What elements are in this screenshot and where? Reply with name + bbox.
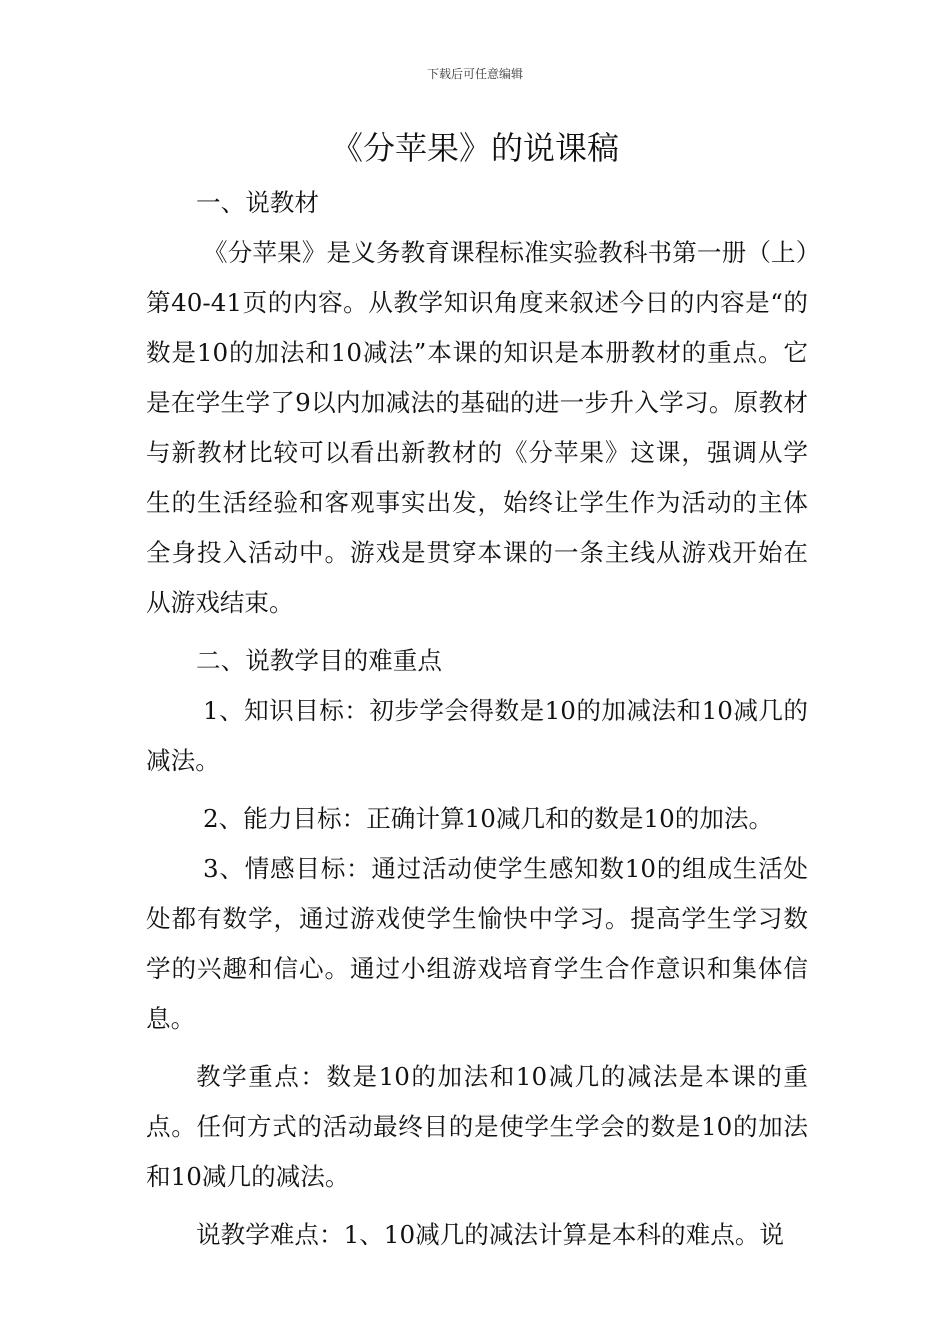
paragraph-textbook: 《分苹果》是义务教育课程标准实验教科书第一册（上）第40-41页的内容。从教学知识角度来叙述今日的内容是“的数是10的加法和10减法”本课的知识是本册教材的重点。它是在学生学了9以内加减法的基础的进一步升入学习。原教材与新教材比较可以看出新教材的《分苹果》这课，强调从学生的生活经验和客观事实出发，始终让学生作为活动的主体全身投入活动中。游戏是贯穿本课的一条主线从游戏开始在从游戏结束。 bbox=[146, 238, 808, 617]
teaching-difficulty: 说教学难点：1、10减几的减法计算是本科的难点。说 bbox=[196, 1220, 785, 1249]
goal-knowledge: 1、知识目标：初步学会得数是10的加减法和10减几的减法。 bbox=[146, 696, 808, 775]
document-body bbox=[146, 178, 808, 1260]
goal-emotion: 3、情感目标：通过活动使学生感知数10的组成生活处处都有数学，通过游戏使学生愉快中学习。提高学生学习数学的兴趣和信心。通过小组游戏培育学生合作意识和集体信息。 bbox=[146, 854, 808, 1033]
goal-ability: 2、能力目标：正确计算10减几和的数是10的加法。 bbox=[203, 804, 774, 833]
page-header-note: 下载后可任意编辑 bbox=[426, 67, 523, 81]
document-title: 《分苹果》的说课稿 bbox=[330, 129, 619, 167]
teaching-key-point: 教学重点：数是10的加法和10减几的减法是本课的重点。任何方式的活动最终目的是使学生学会的数是10的加法和10减几的减法。 bbox=[146, 1062, 808, 1191]
section-heading-textbook: 一、说教材 bbox=[196, 188, 319, 217]
section-heading-goals: 二、说教学目的难重点 bbox=[196, 646, 442, 675]
